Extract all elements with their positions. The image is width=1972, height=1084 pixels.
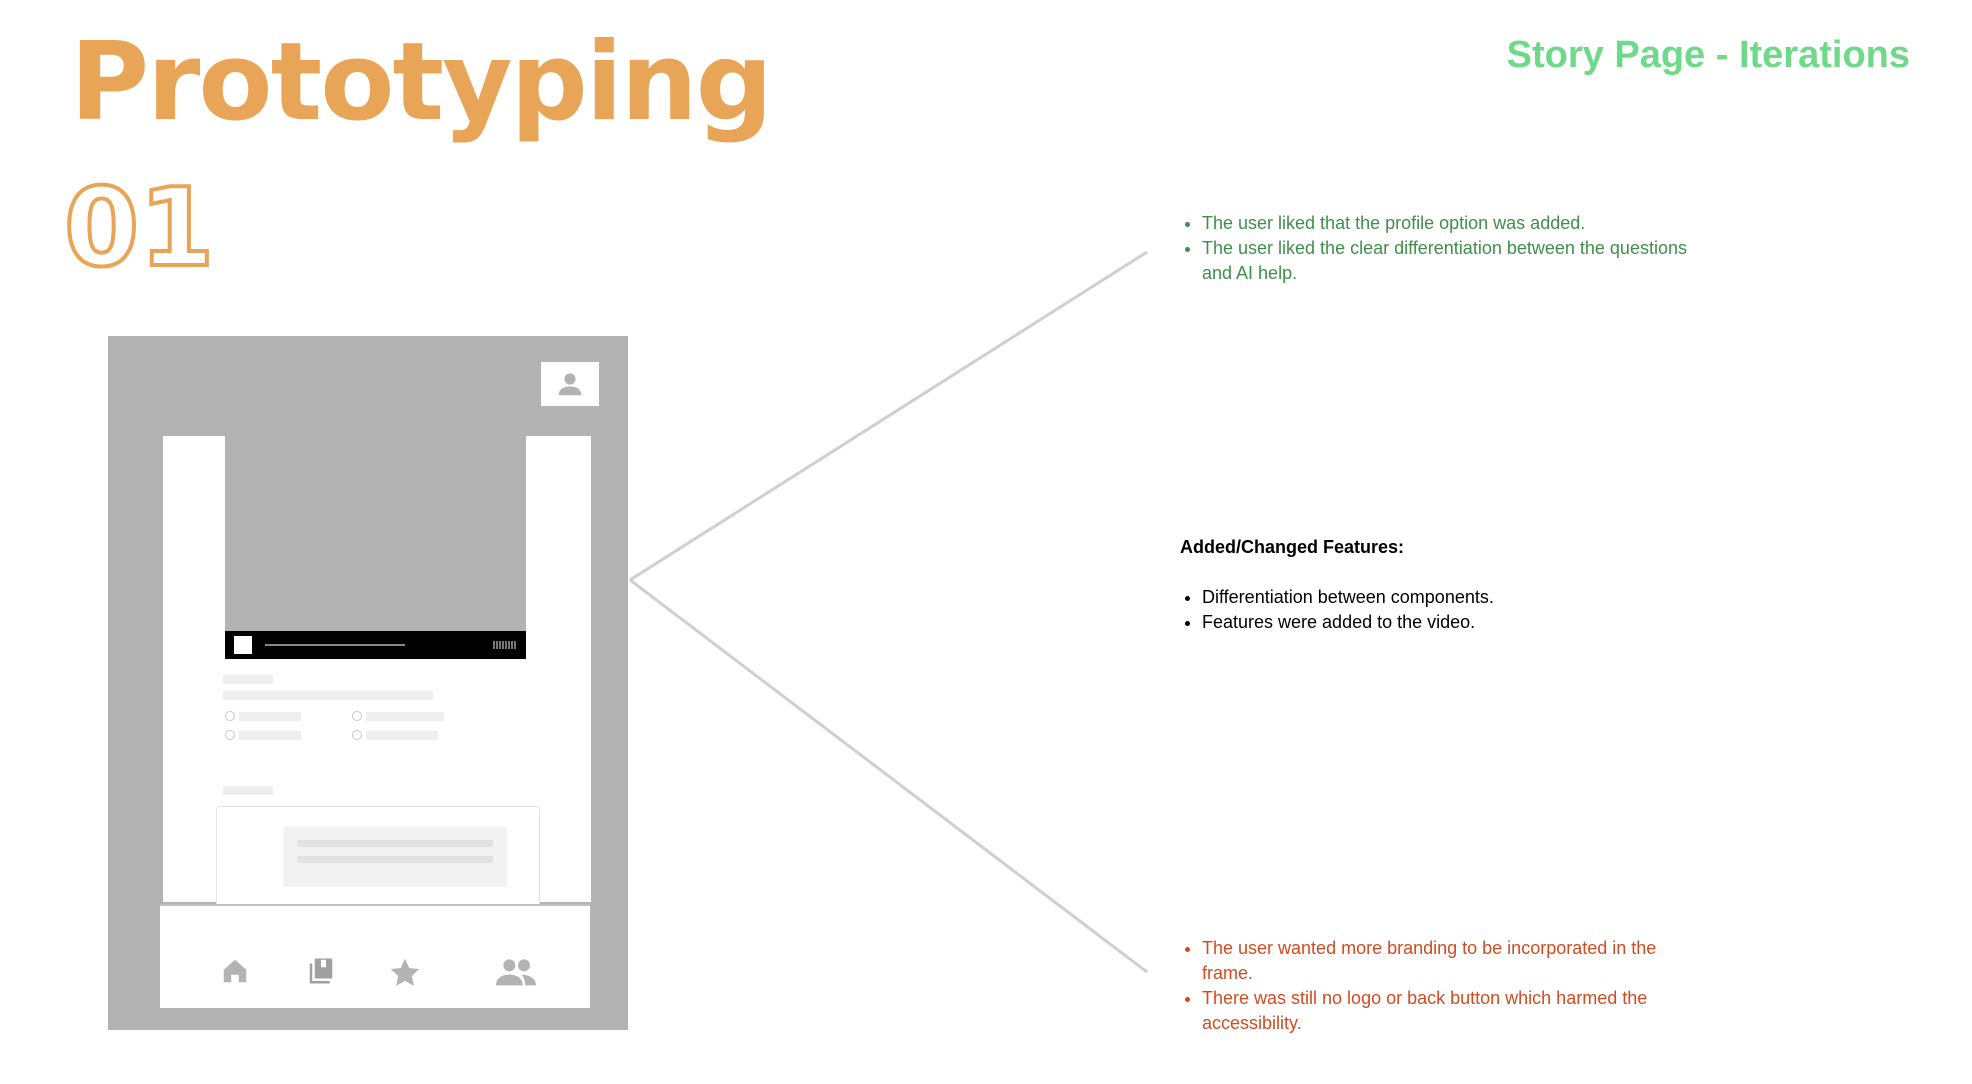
answer-placeholder (366, 712, 444, 721)
answer-placeholder (239, 712, 301, 721)
question-label-placeholder (223, 675, 273, 684)
positive-feedback (1180, 211, 1710, 286)
changes-note (1180, 535, 1710, 635)
changes-heading: Added/Changed Features: (1180, 537, 1405, 557)
negative-item: • There was still no logo or back button which harmed the accessibility. (1202, 986, 1710, 1036)
text-line-placeholder (297, 840, 493, 847)
home-icon[interactable] (220, 956, 250, 986)
star-icon[interactable] (388, 956, 422, 990)
negative-item: • The user wanted more branding to be incorporated in the frame. (1202, 936, 1710, 986)
user-icon (555, 369, 585, 399)
volume-icon[interactable] (493, 641, 517, 649)
change-item: • Features were added to the video. (1202, 610, 1710, 635)
text-line-placeholder (297, 856, 493, 863)
iteration-number: 01 (64, 166, 215, 291)
profile-button[interactable] (541, 362, 599, 406)
change-item: • Differentiation between components. (1202, 585, 1710, 610)
answer-placeholder (239, 731, 301, 740)
answer-radio[interactable] (352, 730, 362, 740)
positive-item: • The user liked the clear differentiation between the questions and AI help. (1202, 236, 1710, 286)
question-text-placeholder (223, 691, 433, 700)
people-icon[interactable] (494, 956, 538, 988)
wireframe-phone (108, 336, 628, 1030)
answer-radio[interactable] (225, 711, 235, 721)
page-subtitle: Story Page - Iterations (1506, 34, 1910, 76)
answer-radio[interactable] (352, 711, 362, 721)
story-content (163, 436, 591, 902)
connector-bottom (630, 580, 1147, 972)
ai-help-card[interactable] (216, 806, 540, 918)
connector-top (630, 252, 1147, 580)
answer-radio[interactable] (225, 730, 235, 740)
answer-placeholder (366, 731, 438, 740)
negative-feedback (1180, 936, 1710, 1036)
ai-help-content (283, 827, 507, 887)
bottom-nav (160, 904, 590, 1008)
video-player[interactable] (225, 436, 526, 631)
video-progress[interactable] (265, 644, 405, 646)
ai-help-label-placeholder (223, 786, 273, 795)
play-button[interactable] (234, 636, 252, 654)
page-title: Prototyping (70, 20, 771, 145)
library-icon[interactable] (306, 956, 336, 986)
positive-item: • The user liked that the profile option was added. (1202, 211, 1710, 236)
video-controls (225, 631, 526, 659)
